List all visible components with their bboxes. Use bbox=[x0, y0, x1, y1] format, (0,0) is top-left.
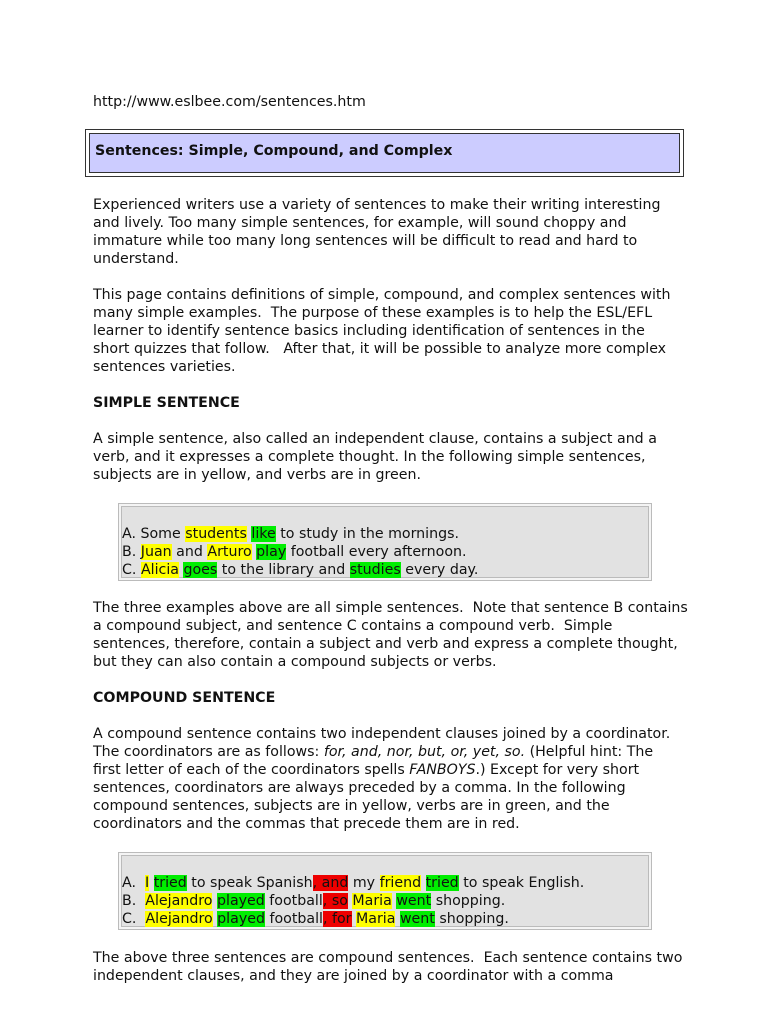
verb-highlight: like bbox=[251, 526, 276, 542]
example-text: football bbox=[264, 911, 323, 927]
simple-examples bbox=[121, 506, 649, 578]
text-line: independent clauses, and they are joined by a coordinator with a comma bbox=[93, 968, 614, 984]
simple-examples-box bbox=[118, 503, 652, 581]
compound-definition-line: A compound sentence contains two independent clauses joined by a coordinator. bbox=[93, 726, 671, 742]
example-sentence bbox=[122, 561, 648, 579]
subject-highlight: Alejandro bbox=[145, 893, 213, 909]
subject-highlight: Maria bbox=[352, 893, 392, 909]
subject-highlight: Maria bbox=[356, 911, 396, 927]
subject-highlight: Alejandro bbox=[145, 911, 213, 927]
coordinator-highlight: , so bbox=[322, 893, 348, 909]
text-line: A simple sentence, also called an independent clause, contains a subject and a bbox=[93, 431, 657, 447]
text-line: short quizzes that follow. After that, it will be possible to analyze more complex bbox=[93, 341, 667, 357]
verb-highlight: tried bbox=[425, 875, 459, 891]
source-url[interactable]: http://www.eslbee.com/sentences.htm bbox=[93, 94, 366, 110]
coordinator-highlight: , for bbox=[322, 911, 352, 927]
example-text: to speak English. bbox=[458, 875, 585, 891]
subject-highlight: friend bbox=[379, 875, 422, 891]
text-line: subjects are in yellow, and verbs are in green. bbox=[93, 467, 421, 483]
verb-highlight: went bbox=[396, 893, 432, 909]
text-line: The three examples above are all simple sentences. Note that sentence B contains bbox=[93, 600, 688, 616]
intro-paragraph-1 bbox=[93, 196, 693, 268]
text-line: coordinators and the commas that precede them are in red. bbox=[93, 816, 520, 832]
example-text: Some bbox=[140, 526, 186, 542]
intro-paragraph-2 bbox=[93, 286, 693, 376]
example-text: shopping. bbox=[431, 893, 506, 909]
example-text: football every afternoon. bbox=[286, 544, 467, 560]
text-line: compound sentences, subjects are in yellow, verbs are in green, and the bbox=[93, 798, 610, 814]
verb-highlight: studies bbox=[349, 562, 401, 578]
simple-sentence-heading: SIMPLE SENTENCE bbox=[93, 395, 240, 411]
example-sentence bbox=[122, 892, 648, 910]
example-label: C. bbox=[122, 911, 146, 927]
text-line: many simple examples. The purpose of these examples is to help the ESL/EFL bbox=[93, 305, 653, 321]
compound-sentence-heading: COMPOUND SENTENCE bbox=[93, 690, 276, 706]
simple-definition bbox=[93, 430, 693, 484]
page-title: Sentences: Simple, Compound, and Complex bbox=[89, 133, 680, 173]
text-line: understand. bbox=[93, 251, 179, 267]
example-text: my bbox=[348, 875, 380, 891]
subject-highlight: Juan bbox=[140, 544, 172, 560]
text-line: The above three sentences are compound sentences. Each sentence contains two bbox=[93, 950, 683, 966]
compound-examples-box bbox=[118, 852, 652, 930]
verb-highlight: tried bbox=[153, 875, 187, 891]
compound-definition-line: first letter of each of the coordinators spells FANBOYS.) Except for very short bbox=[93, 762, 640, 778]
simple-explanation bbox=[93, 599, 693, 671]
example-text: football bbox=[264, 893, 323, 909]
example-text: to the library and bbox=[217, 562, 350, 578]
example-sentence bbox=[122, 525, 648, 543]
compound-definition-line: The coordinators are as follows: for, and, nor, but, or, yet, so. (Helpful hint: The bbox=[93, 744, 654, 760]
example-text: to speak Spanish bbox=[186, 875, 313, 891]
example-label: C. bbox=[122, 562, 141, 578]
example-label: B. bbox=[122, 544, 141, 560]
example-sentence bbox=[122, 543, 648, 561]
verb-highlight: play bbox=[256, 544, 287, 560]
coordinator-list: for, and, nor, but, or, yet, so. bbox=[323, 744, 526, 760]
text-line: This page contains definitions of simple, compound, and complex sentences with bbox=[93, 287, 671, 303]
text-line: immature while too many long sentences will be difficult to read and hard to bbox=[93, 233, 638, 249]
text-line: Experienced writers use a variety of sentences to make their writing interesting bbox=[93, 197, 661, 213]
text-line: and lively. Too many simple sentences, for example, will sound choppy and bbox=[93, 215, 627, 231]
fanboys-term: FANBOYS bbox=[409, 762, 476, 778]
text-line: a compound subject, and sentence C contains a compound verb. Simple bbox=[93, 618, 613, 634]
title-box bbox=[85, 129, 684, 177]
verb-highlight: went bbox=[399, 911, 435, 927]
subject-highlight: Alicia bbox=[140, 562, 179, 578]
verb-highlight: goes bbox=[183, 562, 218, 578]
compound-definition-rest bbox=[93, 779, 693, 833]
text-line: verb, and it expresses a complete thought. In the following simple sentences, bbox=[93, 449, 646, 465]
example-text: shopping. bbox=[434, 911, 509, 927]
example-text bbox=[421, 875, 426, 891]
coordinator-highlight: , and bbox=[312, 875, 349, 891]
text-line: sentences, therefore, contain a subject and verb and express a complete thought, bbox=[93, 636, 678, 652]
compound-explanation bbox=[93, 949, 693, 985]
compound-examples bbox=[121, 855, 649, 927]
subject-highlight: students bbox=[185, 526, 247, 542]
example-text: every day. bbox=[400, 562, 479, 578]
example-label: A. bbox=[122, 526, 141, 542]
verb-highlight: played bbox=[217, 893, 265, 909]
example-sentence bbox=[122, 874, 648, 892]
compound-definition bbox=[93, 725, 693, 833]
text-line: sentences varieties. bbox=[93, 359, 236, 375]
text-line: sentences, coordinators are always preceded by a comma. In the following bbox=[93, 780, 626, 796]
text-line: learner to identify sentence basics including identification of sentences in the bbox=[93, 323, 645, 339]
example-label: A. bbox=[122, 875, 145, 891]
verb-highlight: played bbox=[217, 911, 265, 927]
text-line: but they can also contain a compound subjects or verbs. bbox=[93, 654, 497, 670]
subject-highlight: Arturo bbox=[207, 544, 252, 560]
subject-highlight: I bbox=[145, 875, 150, 891]
example-text: and bbox=[171, 544, 208, 560]
example-sentence bbox=[122, 910, 648, 928]
example-text: to study in the mornings. bbox=[275, 526, 459, 542]
example-label: B. bbox=[122, 893, 146, 909]
